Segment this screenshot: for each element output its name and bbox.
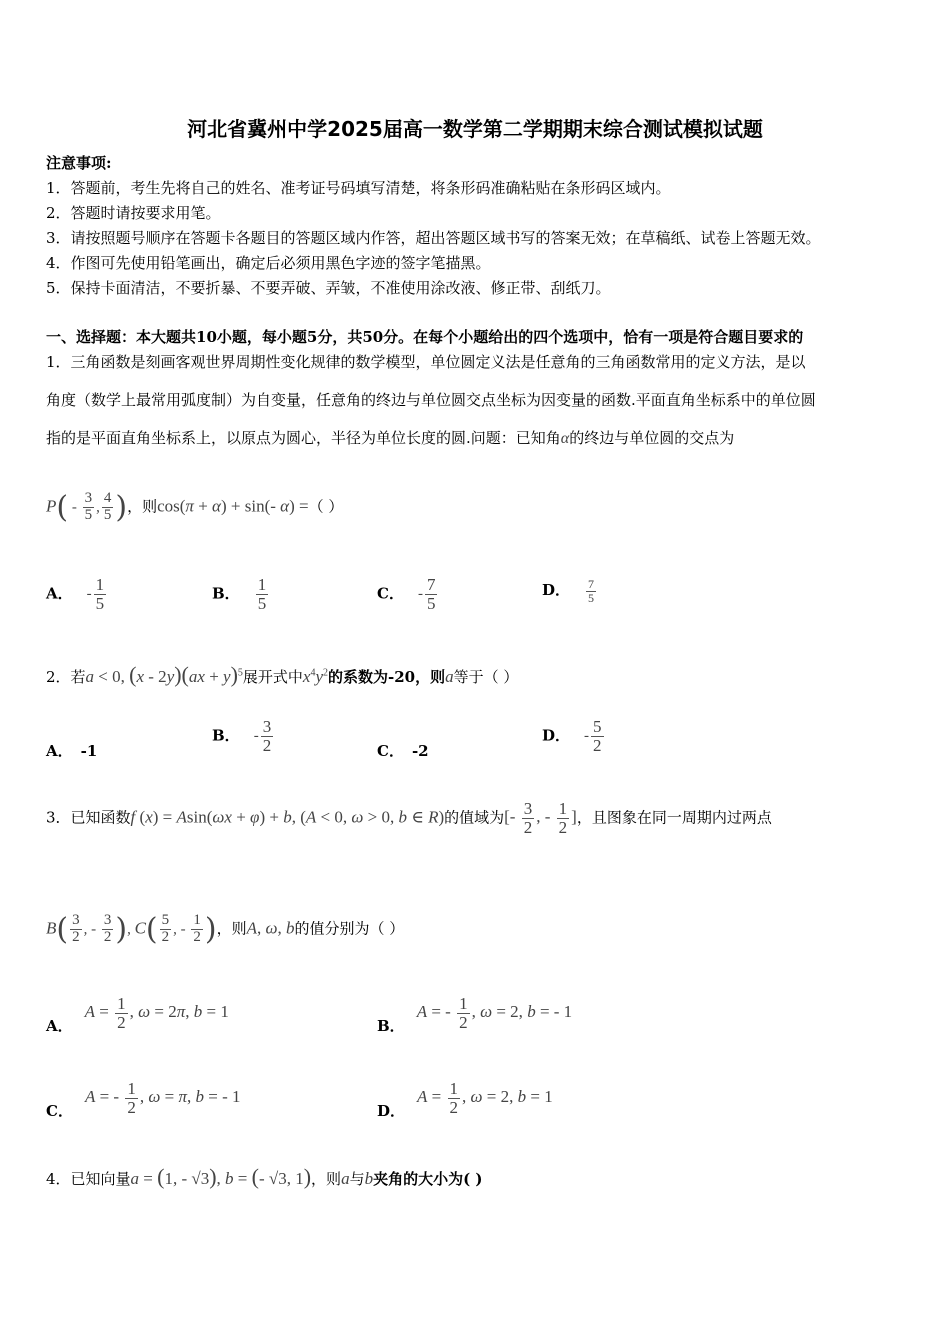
q1-line3b: 的终边与单位圆的交点为 <box>569 429 735 447</box>
q2-option-a[interactable]: A． -1 <box>46 742 98 760</box>
q1-line3a: 指的是平面直角坐标系上，以原点为圆心，半径为单位长度的圆.问题：已知角 <box>46 429 561 447</box>
q1-line2: 角度（数学上最常用弧度制）为自变量，任意角的终边与单位圆交点坐标为因变量的函数.平面直角坐标系中的单位圆 <box>46 391 816 409</box>
q1-option-d[interactable]: D． $\frac{7}{5}$ <box>542 577 595 605</box>
q4-stem: 4．已知向量a = (1, - √3), b = (- √3, 1)，则a与b夹角的大小为( ) <box>46 1164 483 1189</box>
q1-option-b[interactable]: B． $\frac{1}{5}$ <box>212 575 267 613</box>
page-title: 河北省冀州中学2025届高一数学第二学期期末综合测试模拟试题 <box>187 117 763 141</box>
notice-item: 5．保持卡面清洁，不要折暴、不要弄破、弄皱，不准使用涂改液、修正带、刮纸刀。 <box>46 279 611 297</box>
notice-heading: 注意事项: <box>46 154 112 172</box>
q2-option-b[interactable]: B． - $\frac{3}{2}$ <box>212 717 272 755</box>
alpha-symbol: α <box>560 430 570 447</box>
q2-option-c[interactable]: C． -2 <box>377 742 429 760</box>
q3-option-c[interactable]: C．A = - $\frac{1}{2}$ , ω = π, b = - 1 <box>46 1079 241 1121</box>
notice-item: 4．作图可先使用铅笔画出，确定后必须用黑色字迹的签字笔描黑。 <box>46 254 491 272</box>
q2-option-d[interactable]: D． - $\frac{5}{2}$ <box>542 717 602 755</box>
q3-option-d[interactable]: D．A = $\frac{1}{2}$ , ω = 2, b = 1 <box>377 1079 553 1121</box>
q3-option-a[interactable]: A．A = $\frac{1}{2}$ , ω = 2π, b = 1 <box>46 994 229 1036</box>
q1-option-a[interactable]: A． - $\frac{1}{5}$ <box>46 575 105 613</box>
q3-points-line: B( $\frac{3}{2}$ , - $\frac{3}{2}$ ), C( $\frac{5}{2}$ , - $\frac{1}{2}$ )，则A, ω, b的值分别为（ ） <box>46 912 405 947</box>
notice-item: 1．答题前，考生先将自己的姓名、准考证号码填写清楚，将条形码准确粘贴在条形码区域内。 <box>46 179 671 197</box>
q3-option-b[interactable]: B．A = - $\frac{1}{2}$ , ω = 2, b = - 1 <box>377 994 573 1036</box>
q1-option-c[interactable]: C． - $\frac{7}{5}$ <box>377 575 436 613</box>
q2-stem: 2．若a < 0, (x - 2y)(ax + y)$^5$展开式中$x^4y^2$的系数为-20，则a等于（ ） <box>46 662 519 687</box>
notice-item: 3．请按照题号顺序在答题卡各题目的答题区域内作答，超出答题区域书写的答案无效；在草稿纸、试卷上答题无效。 <box>46 229 821 247</box>
notice-item: 2．答题时请按要求用笔。 <box>46 204 221 222</box>
q1-line3 <box>46 427 734 448</box>
q1-line1: 1．三角函数是刻画客观世界周期性变化规律的数学模型，单位圆定义法是任意角的三角函数常用的定义方法，是以 <box>46 353 806 371</box>
q1-point-line: P( - $\frac{3}{5}$ , $\frac{4}{5}$ )，则cos(π + α) + sin(- α) =（ ） <box>46 490 344 525</box>
section-heading: 一、选择题：本大题共10小题，每小题5分，共50分。在每个小题给出的四个选项中，恰有一项是符合题目要求的 <box>46 328 804 346</box>
q3-stem: 3．已知函数f (x) = Asin(ωx + φ) + b, (A < 0, ω > 0, b ∈ R)的值域为[- $\frac{3}{2}$ , - $\frac{1}{2}$ ]，且图象在同一周期内过两点 <box>46 799 772 837</box>
